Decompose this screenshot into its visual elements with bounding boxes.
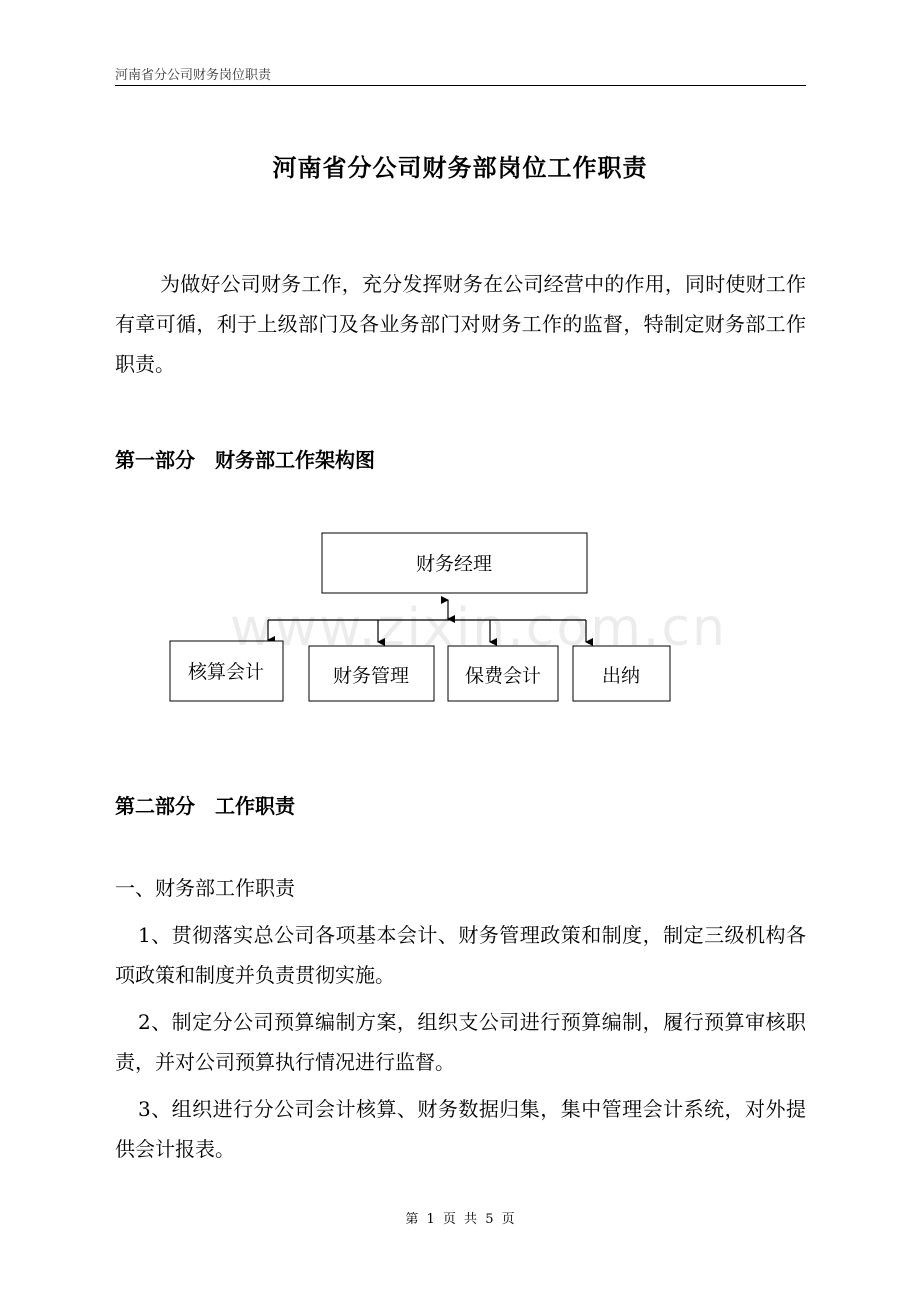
- document-title: 河南省分公司财务部岗位工作职责: [272, 153, 648, 182]
- section1-heading: 第一部分 财务部工作架构图: [115, 448, 375, 472]
- intro-paragraph: 为做好公司财务工作，充分发挥财务在公司经营中的作用，同时使财工作有章可循，利于上级部门及各业务部门对财务工作的监督，特制定财务部工作职责。: [115, 272, 806, 376]
- org-label-child-1: 核算会计: [187, 661, 265, 683]
- page-footer: 第 1 页 共 5 页: [405, 1212, 515, 1227]
- running-header: 河南省分公司财务岗位职责: [115, 68, 272, 83]
- duty-item-2: 2、制定分公司预算编制方案，组织支公司进行预算编制，履行预算审核职责，并对公司预算执行情况进行监督。: [115, 1010, 806, 1074]
- org-label-child-2: 财务管理: [332, 665, 410, 687]
- org-label-child-4: 出纳: [601, 665, 641, 687]
- section2-heading: 第二部分 工作职责: [115, 794, 295, 818]
- org-label-child-3: 保费会计: [464, 665, 542, 687]
- header-rule: [115, 85, 806, 86]
- duty-item-3: 3、组织进行分公司会计核算、财务数据归集，集中管理会计系统，对外提供会计报表。: [115, 1097, 806, 1161]
- watermark: www.zixin.com.cn: [230, 598, 727, 658]
- org-label-manager: 财务经理: [415, 553, 493, 575]
- subsection-heading: 一、财务部工作职责: [115, 876, 295, 900]
- duty-item-1: 1、贯彻落实总公司各项基本会计、财务管理政策和制度，制定三级机构各项政策和制度并负责贯彻实施。: [115, 923, 806, 987]
